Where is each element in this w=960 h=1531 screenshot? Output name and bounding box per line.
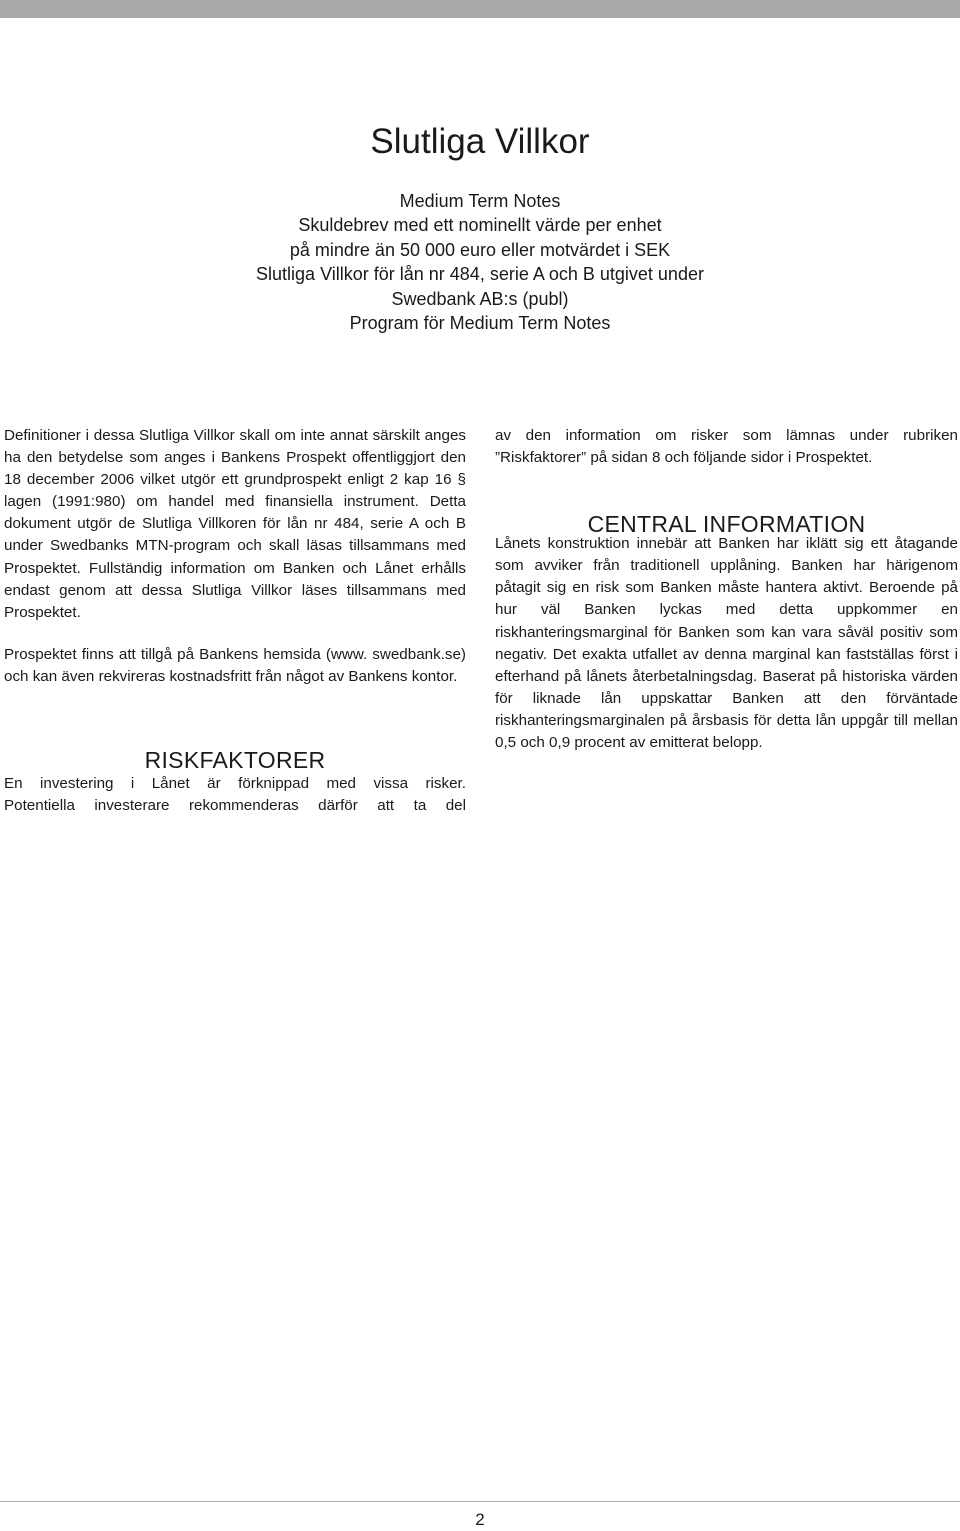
subtitle-block <box>0 189 960 335</box>
risk-factors-heading: RISKFAKTORER <box>144 747 326 774</box>
prospectus-availability-paragraph: Prospektet finns att tillgå på Bankens hemsida (www. swedbank.se) och kan även rekvireras kostnadsfritt från något av Bankens kontor. <box>4 645 466 685</box>
page-title: Slutliga Villkor <box>370 122 590 161</box>
left-column <box>4 425 466 817</box>
page-number: 2 <box>475 1510 485 1529</box>
risk-text-line: En investering i Lånet är förknippad med vissa risker. <box>4 775 466 793</box>
right-column <box>495 425 958 754</box>
central-information-heading: CENTRAL INFORMATION <box>587 511 866 538</box>
subtitle-line: Program för Medium Term Notes <box>349 313 611 334</box>
subtitle-line: på mindre än 50 000 euro eller motvärdet i SEK <box>289 239 671 260</box>
footer-rule <box>0 1501 960 1502</box>
risk-text-line: Potentiella investerare rekommenderas därför att ta del <box>4 797 466 815</box>
risk-continuation-paragraph: av den information om risker som lämnas under rubriken ”Riskfaktorer” på sidan 8 och följande sidor i Prospektet. <box>495 427 958 467</box>
definitions-paragraph: Definitioner i dessa Slutliga Villkor skall om inte annat särskilt anges ha den betydelse som anges i Bankens Prospekt offentliggjort den 18 december 2006 vilket utgör ett grundprospekt enligt 2 kap 16 § lagen (1991:980) om handel med finansiella instrument. Detta dokument utgör de Slutliga Villkoren för lån nr 484, serie A och B under Swedbanks MTN-program och skall läsas tillsammans med Prospektet. Fullständig information om Banken och Lånet erhålls endast genom att dessa Slutliga Villkor läses tillsammans med Prospektet. <box>4 427 466 621</box>
subtitle-line: Slutliga Villkor för lån nr 484, serie A och B utgivet under <box>256 264 704 285</box>
subtitle-line: Medium Term Notes <box>399 191 561 211</box>
subtitle-line: Swedbank AB:s (publ) <box>391 288 569 309</box>
central-information-paragraph: Lånets konstruktion innebär att Banken har iklätt sig ett åtagande som avviker från traditionell upplåning. Banken har härigenom påtagit sig en risk som Banken måste hantera aktivt. Beroende på hur väl Banken lyckas med detta uppkommer en riskhanteringsmarginal för Banken som kan vara såväl positiv som negativ. Det exakta utfallet av denna marginal kan fastställas först i efterhand på lånets återbetalningsdag. Baserat på historiska värden för liknade lån uppskattar Banken att den förväntade riskhanteringsmarginalen på årsbasis för detta lån uppgår till mellan 0,5 och 0,9 procent av emitterat belopp. <box>495 535 958 752</box>
subtitle-line: Skuldebrev med ett nominellt värde per enhet <box>298 215 662 236</box>
top-bar <box>0 0 960 18</box>
